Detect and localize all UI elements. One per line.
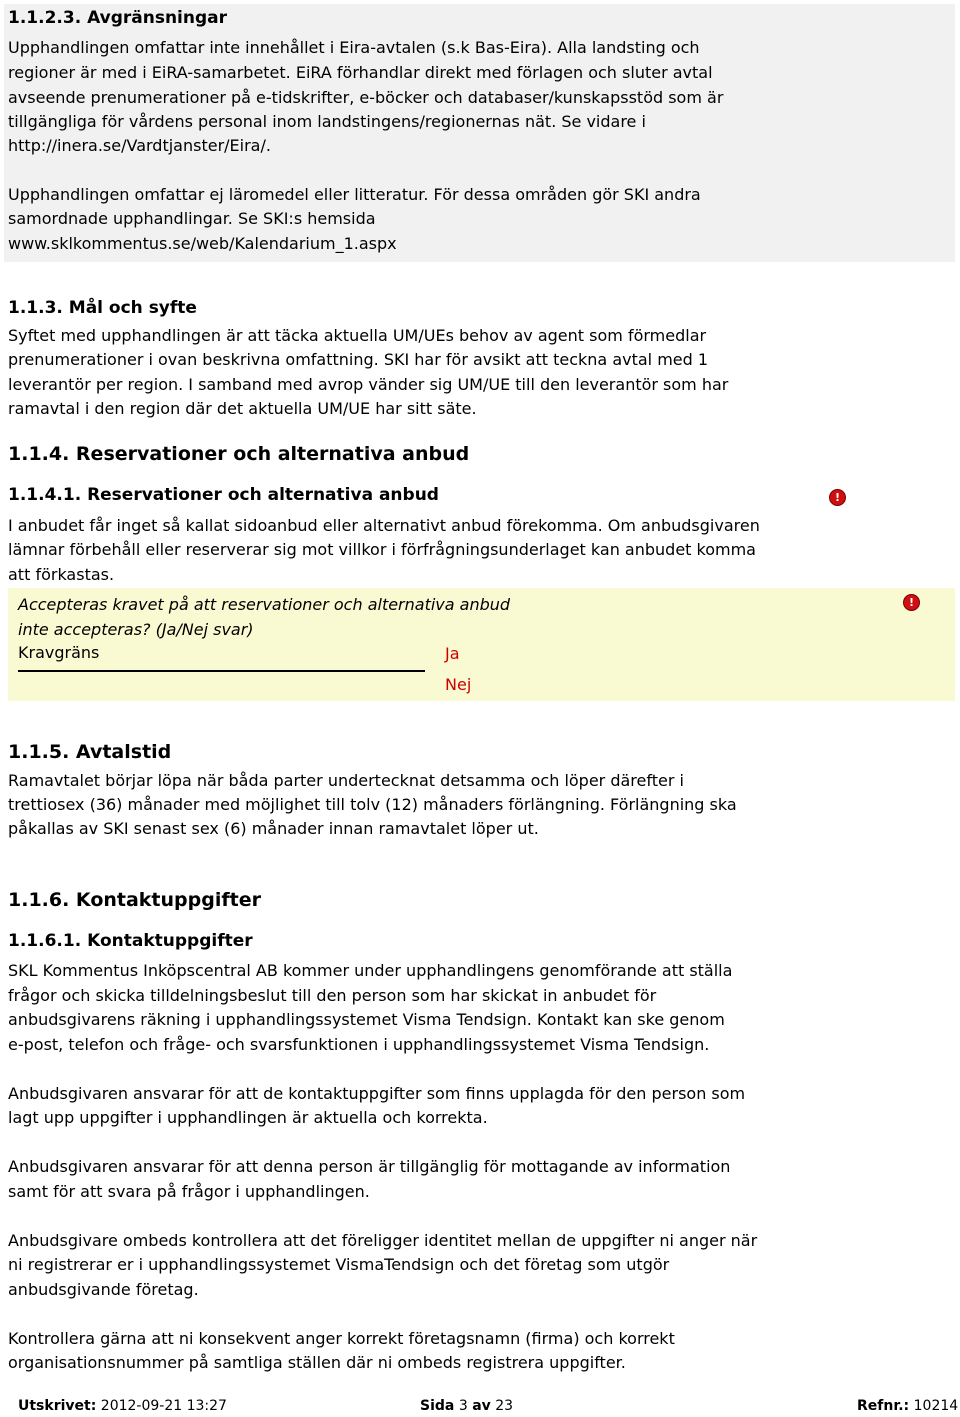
warning-icon: ! (903, 594, 920, 611)
paragraph-line: Anbudsgivaren ansvarar för att de kontaktuppgifter som finns upplagda för den person som (8, 1084, 746, 1103)
paragraph-line: Upphandlingen omfattar ej läromedel eller litteratur. För dessa områden gör SKI andra (8, 185, 701, 204)
paragraph-line: I anbudet får inget så kallat sidoanbud eller alternativt anbud förekomma. Om anbudsgivaren (8, 516, 760, 535)
paragraph-line: ni registrerar er i upphandlingssystemet VismaTendsign och det företag som utgör (8, 1255, 670, 1274)
footer-page (420, 1398, 513, 1414)
requirement-underline (18, 670, 425, 672)
paragraph-line: trettiosex (36) månader med möjlighet till tolv (12) månaders förlängning. Förlängning ska (8, 795, 737, 814)
paragraph-line: SKL Kommentus Inköpscentral AB kommer under upphandlingens genomförande att ställa (8, 961, 733, 980)
requirement-label: Kravgräns (18, 643, 100, 662)
paragraph-line: leverantör per region. I samband med avrop vänder sig UM/UE till den leverantör som har (8, 375, 729, 394)
footer-printed-value: 2012-09-21 13:27 (100, 1398, 227, 1414)
footer-ref-label: Refnr.: (857, 1398, 910, 1414)
footer-page-of: av (472, 1398, 491, 1414)
paragraph-line: anbudsgivarens räkning i upphandlingssystemet Visma Tendsign. Kontakt kan ske genom (8, 1010, 725, 1029)
paragraph-line: frågor och skicka tilldelningsbeslut till den person som har skickat in anbudet för (8, 986, 657, 1005)
footer-printed (18, 1398, 227, 1414)
footer-ref (857, 1398, 958, 1414)
paragraph-line: lämnar förbehåll eller reserverar sig mot villkor i förfrågningsunderlaget kan anbudet komma (8, 540, 756, 559)
paragraph-line: Anbudsgivaren ansvarar för att denna person är tillgänglig för mottagande av information (8, 1157, 731, 1176)
paragraph-line: anbudsgivande företag. (8, 1280, 199, 1299)
footer-page-num: 3 (458, 1398, 468, 1414)
paragraph-line: Ramavtalet börjar löpa när båda parter undertecknat detsamma och löper därefter i (8, 771, 684, 790)
paragraph-line: prenumerationer i ovan beskrivna omfattning. SKI har för avsikt att teckna avtal med 1 (8, 350, 709, 369)
paragraph-line: Kontrollera gärna att ni konsekvent anger korrekt företagsnamn (firma) och korrekt (8, 1329, 675, 1348)
footer-ref-value: 10214 (913, 1398, 959, 1414)
paragraph-line: samt för att svara på frågor i upphandlingen. (8, 1182, 370, 1201)
paragraph-line: att förkastas. (8, 565, 115, 584)
paragraph-line: e-post, telefon och fråge- och svarsfunktionen i upphandlingssystemet Visma Tendsign. (8, 1035, 710, 1054)
requirement-question (18, 592, 538, 642)
kalendarium-link[interactable]: www.sklkommentus.se/web/Kalendarium_1.aspx (8, 234, 397, 253)
option-no[interactable]: Nej (445, 675, 472, 694)
subsection-title: 1.1.4.1. Reservationer och alternativa anbud (8, 485, 439, 505)
section-title: 1.1.4. Reservationer och alternativa anbud (8, 443, 470, 465)
footer-page-label: Sida (420, 1398, 455, 1414)
paragraph-line: Anbudsgivare ombeds kontrollera att det föreligger identitet mellan de uppgifter ni anger när (8, 1231, 758, 1250)
footer-printed-label: Utskrivet: (18, 1398, 97, 1414)
paragraph-line: ramavtal i den region där det aktuella UM/UE har sitt säte. (8, 399, 477, 418)
requirement-question-line: inte accepteras? (Ja/Nej svar) (18, 620, 254, 639)
warning-icon: ! (829, 489, 846, 506)
section-title: 1.1.2.3. Avgränsningar (8, 8, 227, 28)
requirement-question-line: Accepteras kravet på att reservationer och alternativa anbud (18, 595, 511, 614)
paragraph-line: påkallas av SKI senast sex (6) månader innan ramavtalet löper ut. (8, 819, 539, 838)
paragraph-line: avseende prenumerationer på e-tidskrifter, e-böcker och databaser/kunskapsstöd som är (8, 88, 724, 107)
paragraph-line: tillgängliga för vårdens personal inom landstingens/regionernas nät. Se vidare i (8, 112, 646, 131)
paragraph-line: Syftet med upphandlingen är att täcka aktuella UM/UEs behov av agent som förmedlar (8, 326, 707, 345)
paragraph-line: organisationsnummer på samtliga ställen där ni ombeds registrera uppgifter. (8, 1353, 626, 1372)
paragraph-line: lagt upp uppgifter i upphandlingen är aktuella och korrekta. (8, 1108, 488, 1127)
requirement-box (8, 588, 955, 701)
paragraph-line: samordnade upphandlingar. Se SKI:s hemsida (8, 209, 376, 228)
subsection-title: 1.1.6.1. Kontaktuppgifter (8, 931, 253, 951)
option-yes[interactable]: Ja (445, 644, 460, 663)
section-title: 1.1.5. Avtalstid (8, 741, 172, 763)
footer-page-total: 23 (495, 1398, 514, 1414)
paragraph-line: Upphandlingen omfattar inte innehållet i Eira-avtalen (s.k Bas-Eira). Alla landsting och (8, 38, 700, 57)
paragraph-line: regioner är med i EiRA-samarbetet. EiRA förhandlar direkt med förlagen och sluter avtal (8, 63, 713, 82)
eira-link[interactable]: http://inera.se/Vardtjanster/Eira/. (8, 136, 271, 155)
section-title: 1.1.6. Kontaktuppgifter (8, 889, 261, 911)
section-title: 1.1.3. Mål och syfte (8, 298, 197, 318)
